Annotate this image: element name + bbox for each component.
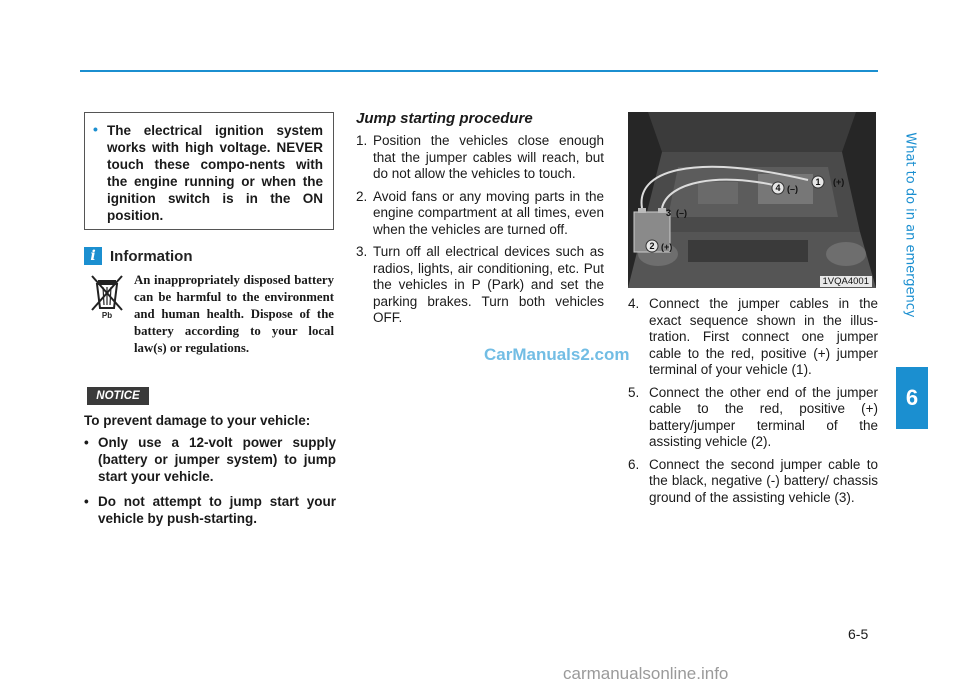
warning-box bbox=[84, 112, 334, 230]
callout-3: 3 bbox=[666, 208, 672, 218]
callout-4-sign: (–) bbox=[787, 184, 798, 194]
warning-text: The electrical ignition system works with high voltage. NEVER touch these compo-nents with the engine running or when the ignition switch is in the ON position. bbox=[107, 123, 323, 223]
top-rule bbox=[80, 70, 878, 72]
callout-2: 2 bbox=[649, 241, 655, 251]
section-side-title: What to do in an emergency bbox=[902, 132, 918, 318]
callout-1-sign: (+) bbox=[833, 177, 845, 187]
callout-4: 4 bbox=[775, 183, 781, 193]
procedure-step: 5. Connect the other end of the jumper cable to the red, positive (+) battery/jumper terminal of the assisting vehicle (2). bbox=[628, 384, 878, 449]
procedure-steps bbox=[356, 133, 604, 333]
notice-list bbox=[84, 434, 336, 535]
chapter-tab[interactable]: 6 bbox=[896, 367, 928, 429]
procedure-step: 6. Connect the second jumper cable to the black, negative (-) battery/ chassis ground of the assisting vehicle (3). bbox=[628, 456, 878, 505]
procedure-step: 3. Turn off all electrical devices such as radios, lights, air conditioning, etc. Put the vehicles in P (Park) and set the parking brakes. Turn both vehicles OFF. bbox=[356, 244, 604, 325]
bullet: • bbox=[93, 121, 98, 137]
procedure-step: 1. Position the vehicles close enough that the jumper cables will reach, but do not allow the vehicles to touch. bbox=[356, 133, 604, 181]
procedure-steps-continued bbox=[628, 296, 878, 512]
figure-code: 1VQA4001 bbox=[820, 276, 872, 287]
jump-start-illustration bbox=[628, 112, 876, 288]
list-item: • Only use a 12-volt power supply (battery or jumper system) to jump start your vehicle. bbox=[84, 434, 336, 485]
callout-3-sign: (–) bbox=[676, 208, 687, 218]
information-text: An inappropriately disposed battery can be harmful to the environment and human health. Dispose of the battery according to your local law(s) or regulations. bbox=[134, 273, 334, 355]
information-header bbox=[84, 247, 193, 265]
crossed-bin-icon bbox=[86, 272, 128, 320]
list-item: • Do not attempt to jump start your vehicle by push-starting. bbox=[84, 493, 336, 527]
footer-watermark[interactable]: carmanualsonline.info bbox=[563, 664, 729, 683]
notice-badge: NOTICE bbox=[87, 387, 149, 405]
notice-heading: To prevent damage to your vehicle: bbox=[84, 413, 311, 428]
callout-1: 1 bbox=[815, 177, 821, 187]
procedure-step: 4. Connect the jumper cables in the exact sequence shown in the illus-tration. First connect one jumper cable to the red, positive (+) jumper terminal of your vehicle (1). bbox=[628, 296, 878, 377]
procedure-step: 2. Avoid fans or any moving parts in the engine compartment at all times, even when the vehicles are turned off. bbox=[356, 188, 604, 237]
watermark[interactable]: CarManuals2.com bbox=[484, 345, 630, 364]
bin-label: Pb bbox=[101, 311, 113, 320]
information-title: Information bbox=[110, 247, 193, 265]
page-number: 6-5 bbox=[848, 626, 869, 642]
info-icon: i bbox=[84, 247, 102, 265]
callout-2-sign: (+) bbox=[661, 242, 673, 252]
procedure-title: Jump starting procedure bbox=[356, 110, 533, 127]
